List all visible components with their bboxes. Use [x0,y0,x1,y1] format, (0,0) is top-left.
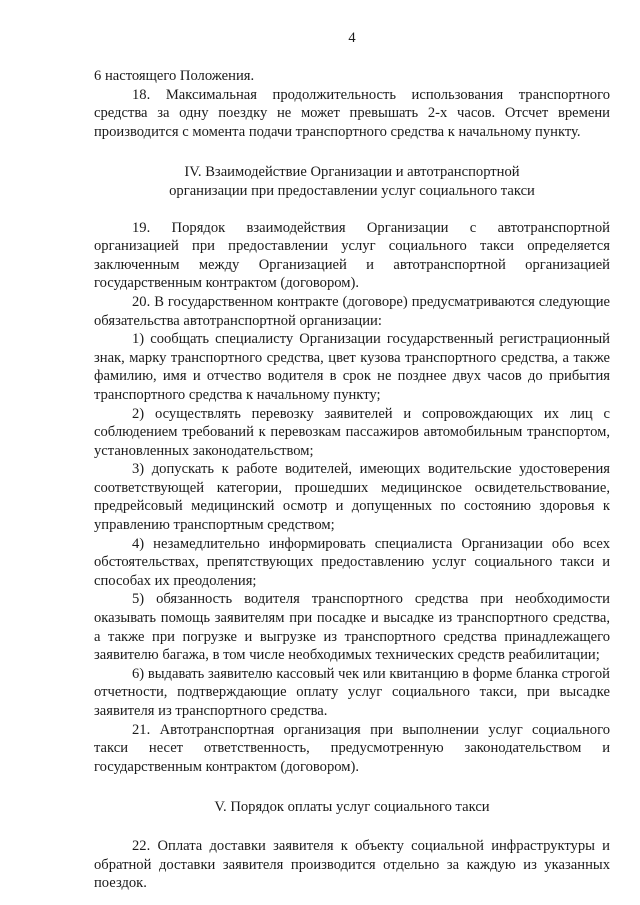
section-4-heading-line-2: организации при предоставлении услуг социального такси [169,182,535,199]
paragraph-continuation: 6 настоящего Положения. [94,68,255,84]
page-number: 4 [348,30,356,46]
obligation-item-5: 5) обязанность водителя транспортного средства при необходимости оказывать помощь заявителям при посадке и высадке из транспортного средства, а также при погрузке и выгрузке из транспортного средства принадлежащего заявителю багажа, в том числе необходимых технических средств реабилитации; [94,591,610,664]
paragraph-22: 22. Оплата доставки заявителя к объекту социальной инфраструктуры и обратной доставки заявителя производится отдельно за каждую из указанных поездок. [94,837,610,892]
section-5-heading: V. Порядок оплаты услуг социального такси [214,799,490,816]
paragraph-21: 21. Автотранспортная организация при выполнении услуг социального такси несет ответственность, предусмотренную законодательством и государственным контрактом (договором). [94,721,610,775]
paragraph-19: 19. Порядок взаимодействия Организации с автотранспортной организацией при предоставлении услуг социального такси определяется заключенным между Организацией и автотранспортной организацией государственным контрактом (договором). [94,219,610,292]
obligation-item-3: 3) допускать к работе водителей, имеющих водительские удостоверения соответствующей категории, прошедших медицинское освидетельствование, предрейсовый медицинский осмотр и допущенных по состоянию здоровья к управлению транспортным средством; [94,461,610,534]
paragraph-18: 18. Максимальная продолжительность использования транспортного средства за одну поездку не может превышать 2-х часов. Отсчет времени производится с момента подачи транспортного средства к начальному пункту. [94,86,610,140]
obligation-item-6: 6) выдавать заявителю кассовый чек или квитанцию в форме бланка строгой отчетности, подтверждающие оплату услуг социального такси, при высадке заявителя из транспортного средства. [94,665,610,719]
obligation-item-2: 2) осуществлять перевозку заявителей и сопровождающих их лиц с соблюдением требований к перевозкам пассажиров автомобильным транспортом, установленных законодательством; [94,405,610,459]
obligation-item-4: 4) незамедлительно информировать специалиста Организации обо всех обстоятельствах, препятствующих предоставлению услуг социального такси и способах их преодоления; [94,535,610,589]
paragraph-20: 20. В государственном контракте (договоре) предусматриваются следующие обязательства автотранспортной организации: [94,293,610,329]
obligation-item-1: 1) сообщать специалисту Организации государственный регистрационный знак, марку транспортного средства, цвет кузова транспортного средства, а также фамилию, имя и отчество водителя в срок не позднее двух часов до прибытия транспортного средства к начальному пункту; [94,331,610,403]
section-4-heading-line-1: IV. Взаимодействие Организации и автотранспортной [184,164,520,181]
section-4-heading [94,163,610,200]
document-body [94,67,610,893]
